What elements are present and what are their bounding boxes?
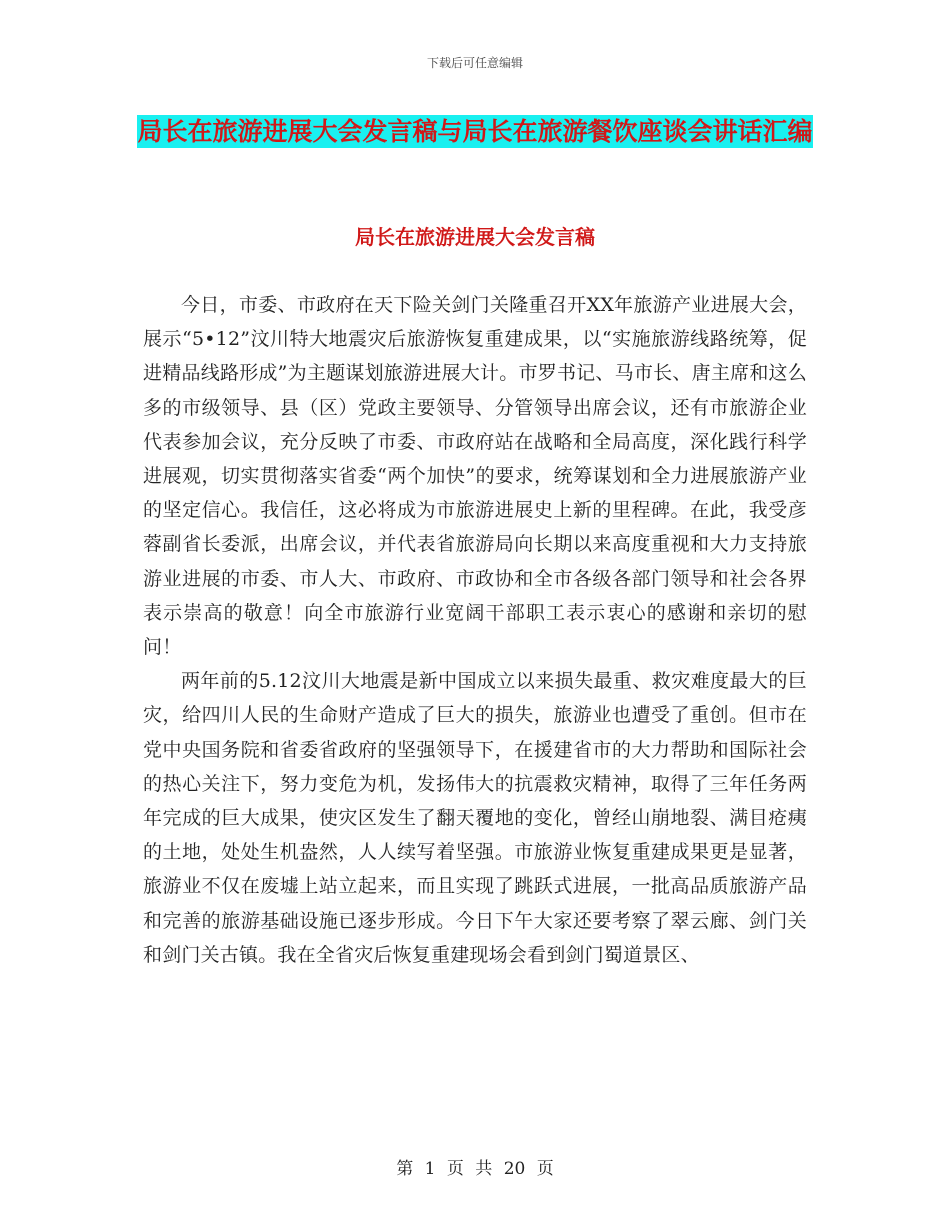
paragraph-1: 今日，市委、市政府在天下险关剑门关隆重召开XX年旅游产业进展大会，展示“5•12”汶川特大地震灾后旅游恢复重建成果，以“实施旅游线路统筹，促进精品线路形成”为主题谋划旅游进展大计。市罗书记、马市长、唐主席和这么多的市级领导、县（区）党政主要领导、分管领导出席会议，还有市旅游企业代表参加会议，充分反映了市委、市政府站在战略和全局高度，深化践行科学进展观，切实贯彻落实省委“两个加快”的要求，统筹谋划和全力进展旅游产业的坚定信心。我信任，这必将成为市旅游进展史上新的里程碑。在此，我受彦蓉副省长委派，出席会议，并代表省旅游局向长期以来高度重视和大力支持旅游业进展的市委、市人大、市政府、市政协和全市各级各部门领导和社会各界表示崇高的敬意！向全市旅游行业宽阔干部职工表示衷心的感谢和亲切的慰问！	[143, 294, 807, 659]
page-footer: 第 1 页 共 20 页	[396, 1159, 554, 1179]
header-note: 下载后可任意编辑	[426, 56, 523, 70]
paragraph-2: 两年前的5.12汶川大地震是新中国成立以来损失最重、救灾难度最大的巨灾，给四川人民的生命财产造成了巨大的损失，旅游业也遭受了重创。但市在党中央国务院和省委省政府的坚强领导下，在援建省市的大力帮助和国际社会的热心关注下，努力变危为机，发扬伟大的抗震救灾精神，取得了三年任务两年完成的巨大成果，使灾区发生了翻天覆地的变化，曾经山崩地裂、满目疮痍的土地，处处生机盎然，人人续写着坚强。市旅游业恢复重建成果更是显著，旅游业不仅在废墟上站立起来，而且实现了跳跃式进展，一批高品质旅游产品和完善的旅游基础设施已逐步形成。今日下午大家还要考察了翠云廊、剑门关和剑门关古镇。我在全省灾后恢复重建现场会看到剑门蜀道景区、	[143, 670, 807, 966]
document-title-text: 局长在旅游进展大会发言稿与局长在旅游餐饮座谈会讲话汇编	[137, 117, 813, 146]
body-text	[143, 288, 807, 972]
section-title: 局长在旅游进展大会发言稿	[355, 225, 595, 249]
document-title	[120, 108, 830, 156]
